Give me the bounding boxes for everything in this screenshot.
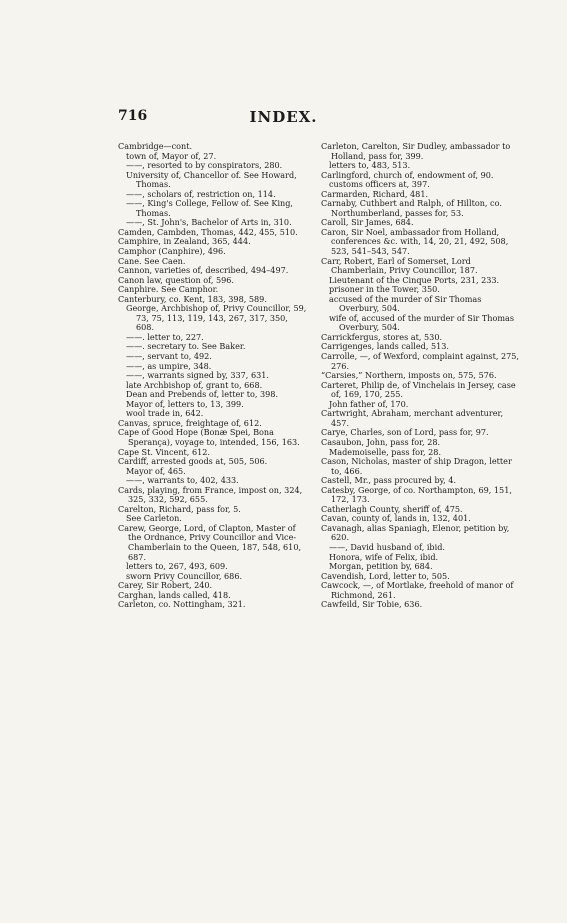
index-entry: ——, warrants signed by, 337, 631. [126,370,269,381]
index-entry: Carey, Sir Robert, 240. [118,580,213,591]
index-entry: Carrigenges, lands called, 513. [321,341,450,352]
index-entry: Cardiff, arrested goods at, 505, 506. [118,456,268,467]
index-entry: Cartwright, Abraham, merchant adventurer, 457. [321,408,504,428]
index-entry: Carteret, Philip de, of Vinchelais in Jersey, case of, 169, 170, 255. [321,379,516,400]
index-entry: wool trade in, 642. [126,408,204,419]
index-entry: ——, warrants to, 402, 433. [126,475,239,486]
index-entry: Cambridge—cont. [118,141,193,151]
index-columns [118,142,523,610]
index-entry: Cavanagh, alias Spaniagh, Elenor, petition by, 620. [321,522,510,543]
index-entry: Carmarden, Richard, 481. [321,188,429,199]
page-number: 716 [118,108,148,124]
index-entry: Camden, Cambden, Thomas, 442, 455, 510. [118,226,298,237]
index-entry: John father of, 170. [329,398,409,409]
index-entry: University of, Chancellor of. See Howard, Thomas. [126,169,297,190]
index-entry: Morgan, petition by, 684. [329,561,433,572]
index-entry: See Carleton. [126,513,182,524]
index-entry: Carlingford, church of, endowment of, 90. [321,169,494,180]
index-entry: letters to, 267, 493, 609. [126,561,228,572]
index-entry: Cavan, county of, lands in, 132, 401. [321,513,471,524]
index-entry: prisoner in the Tower, 350. [329,284,440,295]
index-entry: Mademoiselle, pass for, 28. [329,446,442,457]
index-entry: Camphor (Canphire), 496. [118,246,226,257]
index-entry: ——, servant to, 492. [126,351,212,362]
index-entry: ——, King's College, Fellow of. See King, Thomas. [126,198,294,218]
index-entry: Carr, Robert, Earl of Somerset, Lord Chamberlain, Privy Councillor, 187. [321,255,478,276]
index-entry: ——. secretary to. See Baker. [126,341,246,352]
index-entry: George, Archbishop of, Privy Councillor, 59, 73, 75, 113, 119, 143, 267, 317, 350, 608. [126,303,307,333]
index-entry: Canphire. See Camphor. [118,284,219,295]
index-entry: ——. letter to, 227. [126,331,204,342]
index-entry: Mayor of, letters to, 13, 399. [126,398,244,409]
index-entry: Honora, wife of Felix, ibid. [329,551,439,562]
index-entry: letters to, 483, 513. [329,160,411,171]
index-entry: Cavendish, Lord, letter to, 505. [321,570,450,581]
index-entry: Caron, Sir Noel, ambassador from Holland, conferences &c. with, 14, 20, 21, 492, 508, 523, 541–543, 547. [321,226,509,257]
index-entry: Caroll, Sir James, 684. [321,217,414,228]
index-entry: Casaubon, John, pass for, 28. [321,436,441,447]
index-entry: customs officers at, 397. [329,179,430,190]
index-entry: Canvas, spruce, freightage of, 612. [118,417,262,428]
index-entry: Camphire, in Zealand, 365, 444. [118,236,251,247]
index-entry: Castell, Mr., pass procured by, 4. [321,475,457,486]
index-entry: Mayor of, 465. [126,465,186,476]
index-entry: ——, resorted to by conspirators, 280. [126,160,283,171]
index-entry: Cawfeild, Sir Tobie, 636. [321,599,423,610]
index-entry: wife of, accused of the murder of Sir Thomas Overbury, 504. [329,312,514,333]
index-entry: ——, David husband of, ibid. [329,541,445,552]
index-entry: accused of the murder of Sir Thomas Overbury, 504. [329,293,482,314]
index-entry: Dean and Prebends of, letter to, 398. [126,389,279,400]
index-entry: Cards, playing, from France, impost on, 324, 325, 332, 592, 655. [118,484,303,505]
index-entry: ——, scholars of, restriction on, 114. [126,188,276,199]
index-entry: Cason, Nicholas, master of ship Dragon, letter to, 466. [321,456,512,476]
page-title: INDEX. [249,108,318,126]
index-entry: Catherlagh County, sheriff of, 475. [321,503,463,514]
index-entry: “Carsies,” Northern, imposts on, 575, 576. [321,370,497,381]
index-entry: Cape of Good Hope (Bonæ Spei, Bona Sperança), voyage to, intended, 156, 163. [118,427,300,447]
index-entry: Carelton, Richard, pass for, 5. [118,503,241,514]
index-entry: Carleton, co. Nottingham, 321. [118,599,246,610]
index-entry: sworn Privy Councillor, 686. [126,570,243,581]
index-entry: Carghan, lands called, 418. [118,589,231,600]
index-entry: Carrolle, —, of Wexford, complaint against, 275, 276. [321,351,520,371]
index-entry: Cannon, varieties of, described, 494–497. [118,265,289,276]
right-column [321,142,523,610]
index-entry: Cawcock, —, of Mortlake, freehold of manor of Richmond, 261. [321,580,514,600]
index-entry: Cane. See Caen. [118,255,186,266]
index-entry: Carew, George, Lord, of Clapton, Master of the Ordnance, Privy Councillor and Vice-Chamberlain to the Queen, 187, 548, 610, 687. [118,522,302,562]
index-entry: Lieutenant of the Cinque Ports, 231, 233. [329,274,500,285]
index-entry: ——, St. John's, Bachelor of Arts in, 310. [126,217,292,228]
index-entry: Catesby, George, of co. Northampton, 69, 151, 172, 173. [321,484,512,505]
index-entry: ——, as umpire, 348. [126,360,212,371]
index-entry: late Archbishop of, grant to, 668. [126,379,263,390]
index-entry: Carye, Charles, son of Lord, pass for, 97. [321,427,489,438]
index-entry: Carleton, Carelton, Sir Dudley, ambassador to Holland, pass for, 399. [321,141,511,161]
left-column [118,142,308,610]
index-entry: town of, Mayor of, 27. [126,150,217,161]
index-entry: Carnaby, Cuthbert and Ralph, of Hillton, co. Northumberland, passes for, 53. [321,198,502,218]
index-entry: Canterbury, co. Kent, 183, 398, 589. [118,293,267,304]
index-entry: Cape St. Vincent, 612. [118,446,210,457]
index-entry: Carrickfergus, stores at, 530. [321,331,443,342]
index-entry: Canon law, question of, 596. [118,274,234,285]
